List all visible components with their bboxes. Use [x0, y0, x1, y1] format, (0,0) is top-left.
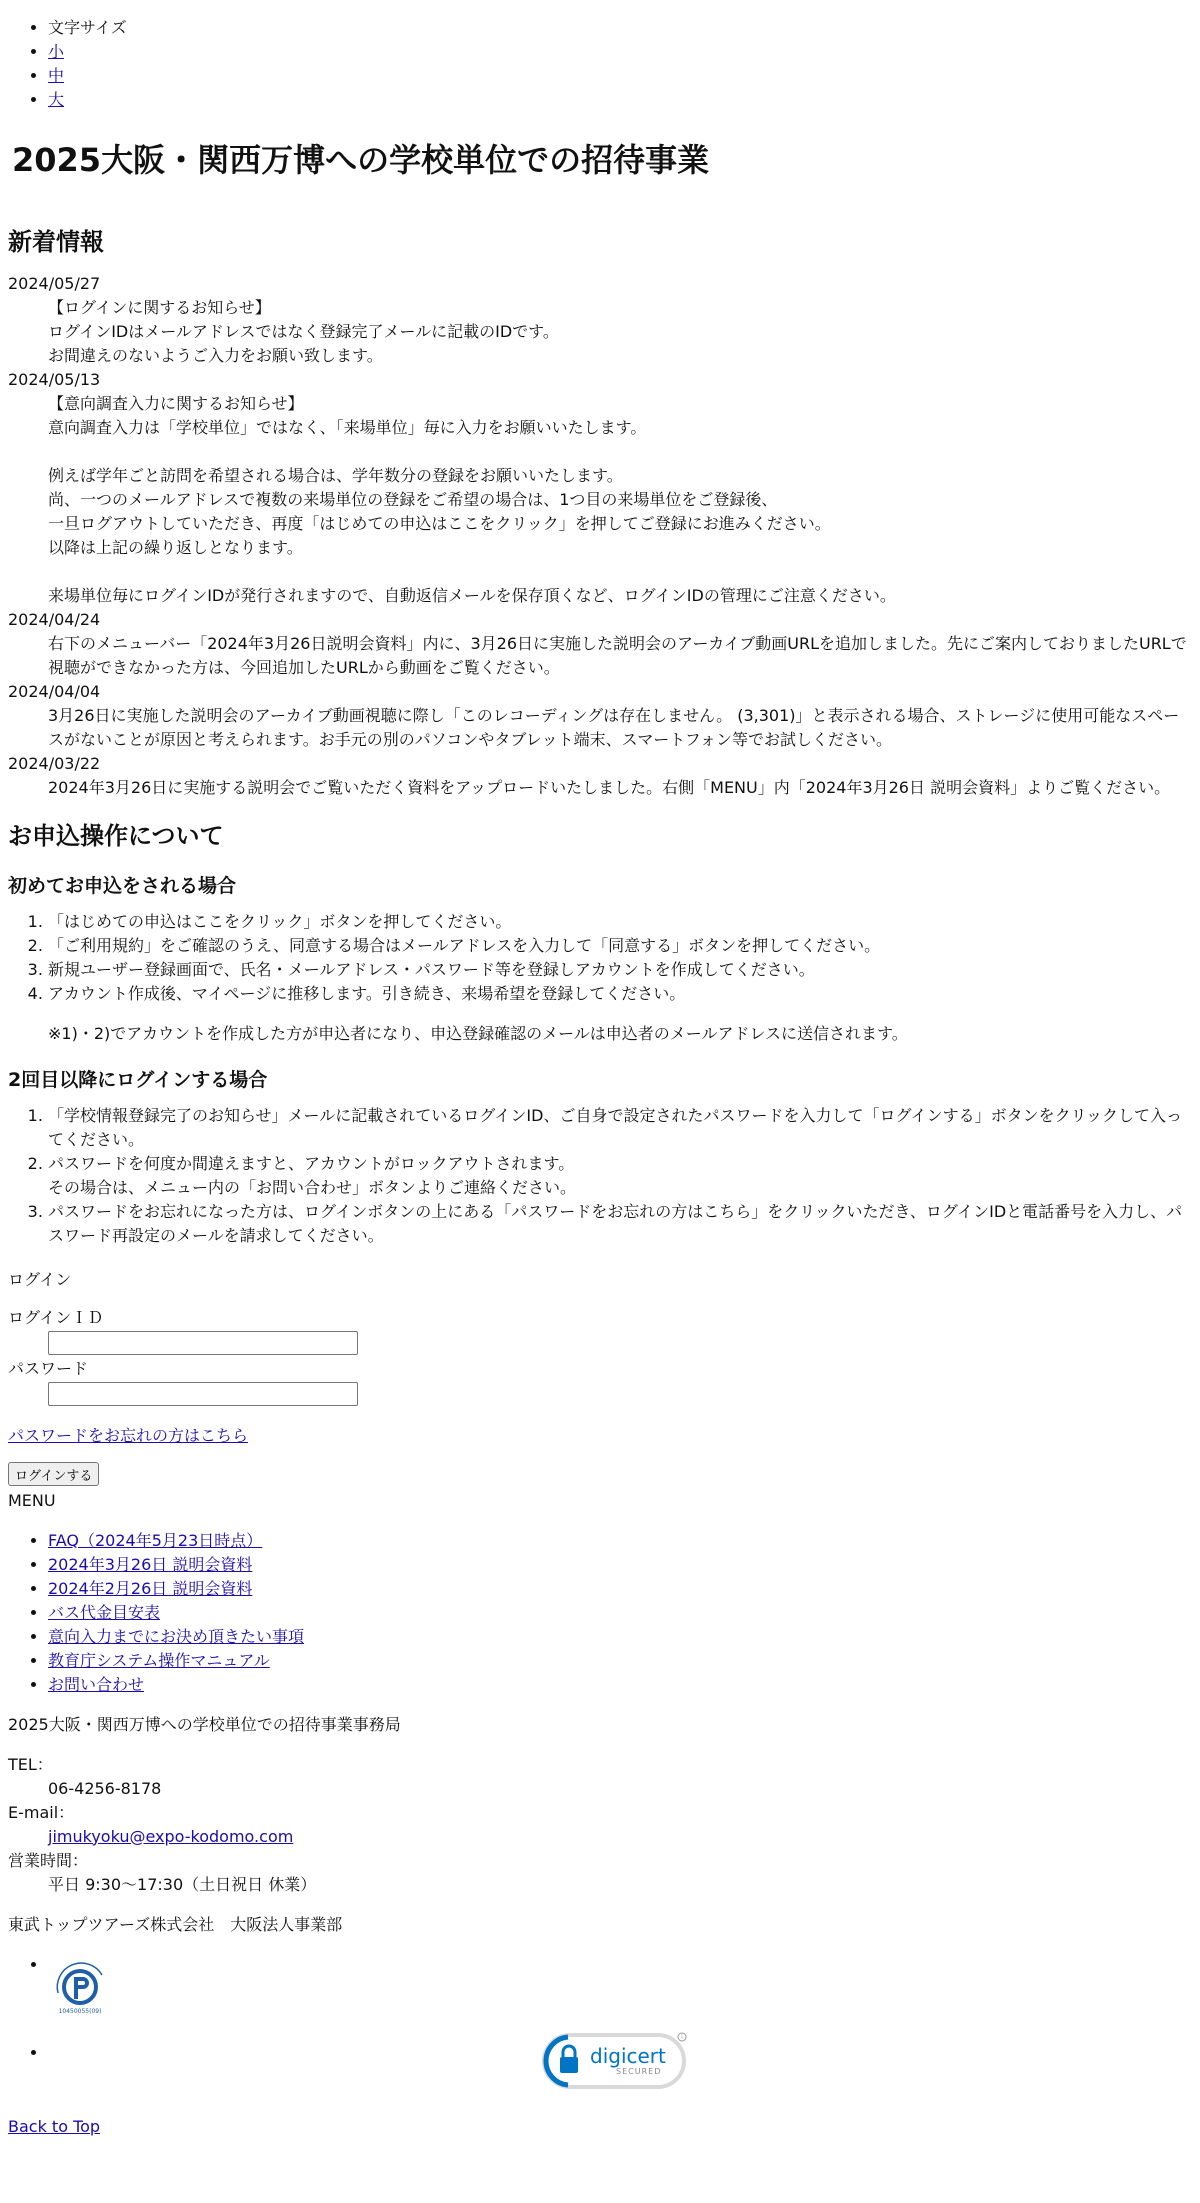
- menu-link[interactable]: 2024年3月26日 説明会資料: [48, 1554, 253, 1574]
- news-line: [48, 560, 1192, 584]
- first-time-steps: [8, 910, 1192, 1006]
- news-date: 2024/05/13: [8, 370, 101, 389]
- forgot-password-link[interactable]: パスワードをお忘れの方はこちら: [8, 1426, 249, 1445]
- digicert-seal[interactable]: [538, 2029, 688, 2093]
- password-input[interactable]: [48, 1382, 358, 1406]
- login-id-input[interactable]: [48, 1331, 358, 1355]
- news-body: [48, 392, 1192, 608]
- hours-label: 営業時間：: [8, 1850, 89, 1870]
- email-label: E-mail：: [8, 1802, 75, 1822]
- news-heading: 新着情報: [8, 228, 104, 256]
- news-line: 来場単位毎にログインIDが発行されますので、自動返信メールを保存頂くなど、ログインIDの管理にご注意ください。: [48, 586, 896, 605]
- login-id-label: ログインＩＤ: [8, 1308, 104, 1327]
- first-time-heading: 初めてお申込をされる場合: [8, 875, 237, 897]
- returning-step-line: 1. 「学校情報登録完了のお知らせ」メールに記載されているログインID、ご自身で設定されたパスワードを入力して「ログインする」ボタンをクリックして入ってください。: [48, 1106, 1183, 1149]
- menu-item: [48, 1649, 1192, 1673]
- hours-value: 平日 9:30～17:30（土日祝日 休業）: [48, 1874, 317, 1894]
- first-time-note: ※1)・2)でアカウントを作成した方が申込者になり、申込登録確認のメールは申込者のメールアドレスに送信されます。: [48, 1024, 908, 1043]
- svg-text:10450055(09): • 10450055(09): [58, 2007, 102, 2015]
- guide-heading: お申込操作について: [8, 822, 224, 850]
- news-line: 意向調査入力は「学校単位」ではなく、「来場単位」毎に入力をお願いいたします。: [48, 418, 647, 437]
- login-form: [8, 1306, 1192, 1487]
- news-list: [8, 272, 1192, 800]
- back-to-top-link[interactable]: Back to Top: [8, 2116, 101, 2136]
- digicert-label: digicert: [590, 2043, 666, 2068]
- password-label: パスワード: [8, 1359, 89, 1378]
- returning-step: [48, 1200, 1192, 1248]
- font-size-label: • 文字サイズ: [48, 16, 1192, 40]
- news-date: 2024/04/24: [8, 610, 101, 629]
- news-line: 例えば学年ごと訪問を希望される場合は、学年数分の登録をお願いいたします。: [48, 466, 623, 485]
- news-body: [48, 704, 1192, 752]
- privacy-mark-item: [48, 1953, 1192, 2041]
- news-line: 3月26日に実施した説明会のアーカイブ動画視聴に際し「このレコーディングは存在しません。 (3,301)」と表示される場合、ストレージに使用可能なスペースがないことが原因と考えられます。お手元の別のパソコンやタブレット端末、スマートフォン等でお試しください。: [48, 706, 1180, 749]
- news-line: 【意向調査入力に関するお知らせ】: [48, 394, 304, 413]
- font-size-large-link[interactable]: 大: [48, 90, 65, 109]
- news-line: お間違えのないようご入力をお願い致します。: [48, 346, 383, 365]
- menu-label: MENU: [8, 1490, 56, 1510]
- menu-link[interactable]: 教育庁システム操作マニュアル: [48, 1650, 270, 1670]
- menu-link[interactable]: FAQ（2024年5月23日時点）: [48, 1530, 263, 1550]
- returning-step-line: 3. パスワードをお忘れになった方は、ログインボタンの上にある「パスワードをお忘れの方はこちら」をクリックいただき、ログインIDと電話番号を入力し、パスワード再設定のメールを請求してください。: [48, 1202, 1183, 1245]
- contact-info: [8, 1753, 1192, 1897]
- font-size-medium-link[interactable]: 中: [48, 66, 65, 85]
- badge-list: [8, 1953, 1192, 2081]
- site-title: 2025大阪・関西万博への学校単位での招待事業: [12, 141, 710, 179]
- news-body: [48, 296, 1192, 368]
- news-date: 2024/05/27: [8, 274, 101, 293]
- menu-list: [8, 1529, 1192, 1697]
- first-time-step: 1. 「はじめての申込はここをクリック」ボタンを押してください。: [48, 910, 1192, 934]
- privacy-mark-logo[interactable]: [48, 1953, 112, 2017]
- news-line: 【ログインに関するお知らせ】: [48, 298, 271, 317]
- email-link[interactable]: jimukyoku@expo-kodomo.com: [48, 1826, 294, 1846]
- returning-step: [48, 1104, 1192, 1152]
- office-name: 2025大阪・関西万博への学校単位での招待事業事務局: [8, 1714, 401, 1734]
- page: [0, 16, 1200, 2139]
- returning-step-line: その場合は、メニュー内の「お問い合わせ」ボタンよりご連絡ください。: [48, 1178, 577, 1197]
- menu-item: [48, 1553, 1192, 1577]
- news-body: [48, 776, 1192, 800]
- menu-link[interactable]: 2024年2月26日 説明会資料: [48, 1578, 253, 1598]
- news-line: 右下のメニューバー「2024年3月26日説明会資料」内に、3月26日に実施した説明会のアーカイブ動画URLを追加しました。先にご案内しておりましたURLで視聴ができなかった方は、今回追加したURLから動画をご覧ください。: [48, 634, 1187, 677]
- news-line: [48, 440, 1192, 464]
- news-line: 尚、一つのメールアドレスで複数の来場単位の登録をご希望の場合は、1つ目の来場単位をご登録後、: [48, 490, 778, 509]
- tel-label: TEL：: [8, 1754, 53, 1774]
- digicert-item: [48, 2033, 1192, 2081]
- first-time-step: 2. 「ご利用規約」をご確認のうえ、同意する場合はメールアドレスを入力して「同意する」ボタンを押してください。: [48, 934, 1192, 958]
- first-time-step: 3. 新規ユーザー登録画面で、氏名・メールアドレス・パスワード等を登録しアカウントを作成してください。: [48, 958, 1192, 982]
- returning-step: [48, 1152, 1192, 1200]
- login-button[interactable]: ログインする: [8, 1462, 99, 1486]
- login-label: ログイン: [8, 1270, 72, 1289]
- menu-link[interactable]: 意向入力までにお決め頂きたい事項: [48, 1626, 305, 1646]
- font-size-small-link[interactable]: 小: [48, 42, 65, 61]
- returning-step-line: 2. パスワードを何度か間違えますと、アカウントがロックアウトされます。: [48, 1154, 575, 1173]
- svg-text:i: • i: [681, 2033, 683, 2041]
- menu-item: [48, 1529, 1192, 1553]
- menu-item: [48, 1673, 1192, 1697]
- tel-value: 06-4256-8178: [48, 1778, 162, 1798]
- returning-heading: 2回目以降にログインする場合: [8, 1069, 268, 1091]
- menu-item: [48, 1577, 1192, 1601]
- digicert-sublabel: SECURED: [616, 2066, 662, 2076]
- menu-item: [48, 1601, 1192, 1625]
- news-body: [48, 632, 1192, 680]
- company-name: 東武トップツアーズ株式会社 大阪法人事業部: [8, 1914, 343, 1934]
- news-date: 2024/04/04: [8, 682, 101, 701]
- font-size-switcher: [8, 16, 1192, 112]
- menu-link[interactable]: お問い合わせ: [48, 1674, 145, 1694]
- news-line: 以降は上記の繰り返しとなります。: [48, 538, 303, 557]
- returning-steps: [8, 1104, 1192, 1248]
- news-line: 一旦ログアウトしていただき、再度「はじめての申込はここをクリック」を押してご登録にお進みください。: [48, 514, 831, 533]
- news-line: 2024年3月26日に実施する説明会でご覧いただく資料をアップロードいたしました。右側「MENU」内「2024年3月26日 説明会資料」よりご覧ください。: [48, 778, 1171, 797]
- menu-item: [48, 1625, 1192, 1649]
- news-date: 2024/03/22: [8, 754, 101, 773]
- news-line: ログインIDはメールアドレスではなく登録完了メールに記載のIDです。: [48, 322, 559, 341]
- first-time-step: 4. アカウント作成後、マイページに推移します。引き続き、来場希望を登録してください。: [48, 982, 1192, 1006]
- menu-link[interactable]: バス代金目安表: [48, 1602, 161, 1622]
